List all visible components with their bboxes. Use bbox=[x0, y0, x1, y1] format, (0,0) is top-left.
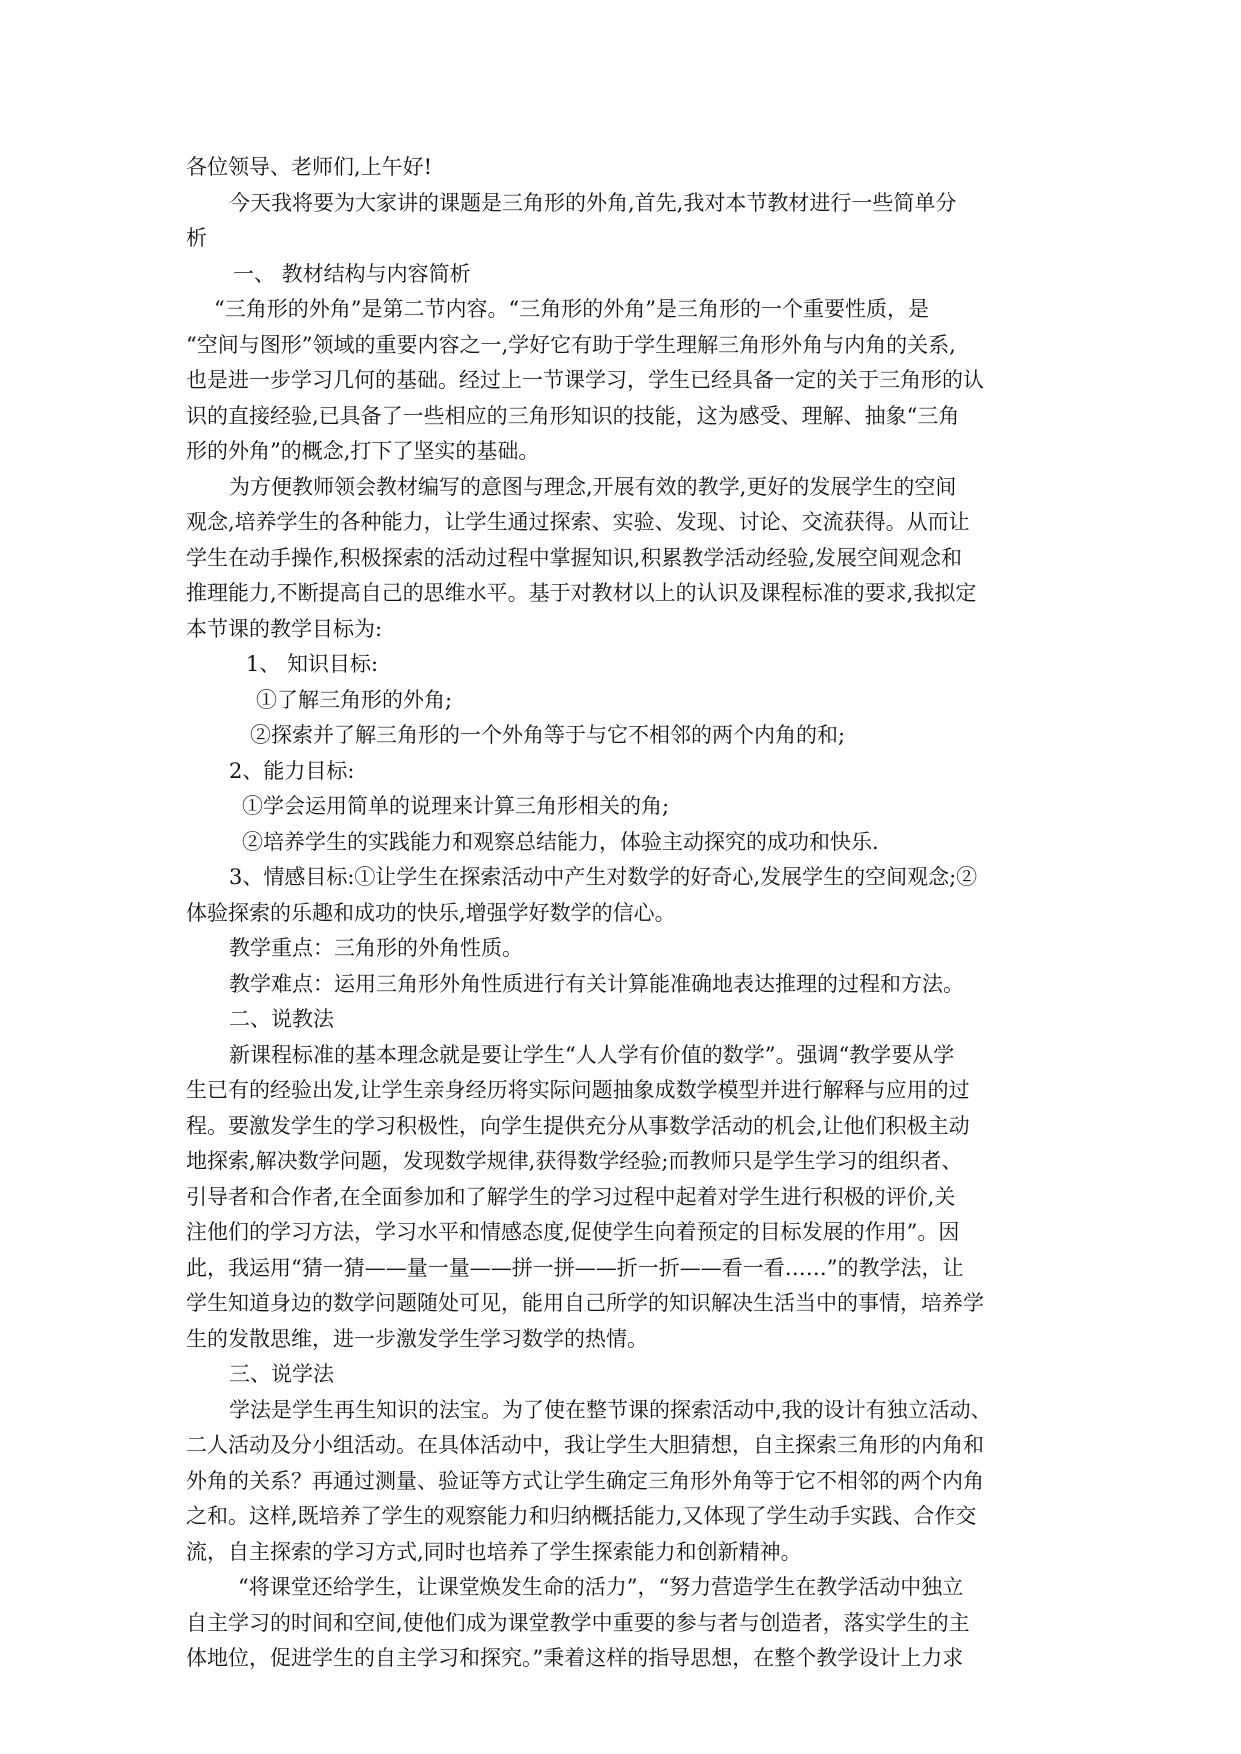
text-line: 程。要激发学生的学习积极性，向学生提供充分从事数学活动的机会,让他们积极主动 bbox=[186, 1113, 970, 1138]
text-line: 三、说学法 bbox=[229, 1362, 334, 1386]
emotion-goal-paragraph bbox=[186, 860, 1086, 931]
text-line: 新课程标准的基本理念就是要让学生“人人学有价值的数学”。强调“教学要从学 bbox=[229, 1042, 955, 1067]
text-line: 析 bbox=[186, 226, 207, 250]
teaching-key-point bbox=[186, 931, 1086, 967]
text-line: 识的直接经验,已具备了一些相应的三角形知识的技能，这为感受、理解、抽象“三角 bbox=[186, 403, 960, 428]
text-line: 观念,培养学生的各种能力，让学生通过探索、实验、发现、讨论、交流获得。从而让 bbox=[186, 510, 970, 534]
text-line: 流，自主探索的学习方式,同时也培养了学生探索能力和创新精神。 bbox=[186, 1539, 802, 1564]
text-line: 1、 知识目标: bbox=[246, 652, 379, 676]
text-line: 地探索,解决数学问题，发现数学规律,获得数学经验;而教师只是学生学习的组织者、 bbox=[186, 1149, 963, 1173]
text-line: ①学会运用简单的说理来计算三角形相关的角; bbox=[242, 794, 670, 818]
text-line: 3、情感目标:①让学生在探索活动中产生对数学的好奇心,发展学生的空间观念;② bbox=[229, 865, 978, 889]
text-line: ①了解三角形的外角; bbox=[256, 687, 453, 712]
text-line: 教学难点：运用三角形外角性质进行有关计算能准确地表达推理的过程和方法。 bbox=[229, 971, 964, 996]
text-line: 之和。这样,既培养了学生的观察能力和归纳概括能力,又体现了学生动手实践、合作交 bbox=[186, 1504, 977, 1528]
text-line: 一、 教材结构与内容简析 bbox=[233, 261, 471, 286]
ability-goal-item-1 bbox=[186, 789, 1086, 825]
text-line: 二人活动及分小组活动。在具体活动中，我让学生大胆猜想，自主探索三角形的内角和 bbox=[186, 1433, 984, 1457]
text-line: 教学重点：三角形的外角性质。 bbox=[229, 936, 523, 960]
text-line: 今天我将要为大家讲的课题是三角形的外角,首先,我对本节教材进行一些简单分 bbox=[229, 190, 957, 215]
teaching-method-paragraph bbox=[186, 1038, 1086, 1358]
intro-paragraph bbox=[186, 186, 1086, 257]
teaching-difficulty bbox=[186, 967, 1086, 1003]
text-line: 学生知道身边的数学问题随处可见，能用自己所学的知识解决生活当中的事情，培养学 bbox=[186, 1291, 984, 1315]
text-line: 2、能力目标: bbox=[229, 758, 355, 783]
ability-goal-heading bbox=[186, 754, 1086, 790]
text-line: 体地位，促进学生的自主学习和探究。”秉着这样的指导思想，在整个教学设计上力求 bbox=[186, 1646, 964, 1670]
knowledge-goal-item-2 bbox=[186, 718, 1086, 754]
text-line: 生的发散思维，进一步激发学生学习数学的热情。 bbox=[186, 1326, 648, 1351]
text-line: ②培养学生的实践能力和观察总结能力，体验主动探究的成功和快乐. bbox=[242, 829, 879, 854]
text-line: “三角形的外角”是第二节内容。“三角形的外角”是三角形的一个重要性质，是 bbox=[214, 297, 929, 321]
text-line: 为方便教师领会教材编写的意图与理念,开展有效的教学,更好的发展学生的空间 bbox=[229, 474, 957, 499]
document-page bbox=[186, 150, 1086, 1677]
text-line: 生已有的经验出发,让学生亲身经历将实际问题抽象成数学模型并进行解释与应用的过 bbox=[186, 1078, 970, 1102]
section-heading-3 bbox=[186, 1357, 1086, 1393]
knowledge-goal-item-1 bbox=[186, 683, 1086, 719]
textbook-analysis-paragraph bbox=[186, 292, 1086, 470]
ability-goal-item-2 bbox=[186, 825, 1086, 861]
section-heading-2 bbox=[186, 1002, 1086, 1038]
text-line: 各位领导、老师们,上午好! bbox=[186, 155, 433, 179]
learning-method-paragraph bbox=[186, 1393, 1086, 1571]
teaching-goals-paragraph bbox=[186, 470, 1086, 648]
text-line: “将课堂还给学生，让课堂焕发生命的活力”，“努力营造学生在教学活动中独立 bbox=[238, 1575, 964, 1599]
text-line: “空间与图形”领域的重要内容之一,学好它有助于学生理解三角形外角与内角的关系, bbox=[186, 332, 956, 357]
text-line: 也是进一步学习几何的基础。经过上一节课学习，学生已经具备一定的关于三角形的认 bbox=[186, 368, 984, 392]
text-line: 本节课的教学目标为: bbox=[186, 616, 383, 641]
text-line: 引导者和合作者,在全面参加和了解学生的学习过程中起着对学生进行积极的评价,关 bbox=[186, 1184, 956, 1209]
text-line: ②探索并了解三角形的一个外角等于与它不相邻的两个内角的和; bbox=[250, 723, 846, 747]
text-line: 自主学习的时间和空间,使他们成为课堂教学中重要的参与者与创造者，落实学生的主 bbox=[186, 1610, 970, 1635]
text-line: 外角的关系？再通过测量、验证等方式让学生确定三角形外角等于它不相邻的两个内角 bbox=[186, 1468, 984, 1493]
guiding-idea-paragraph bbox=[186, 1570, 1086, 1677]
greeting bbox=[186, 150, 1086, 186]
knowledge-goal-heading bbox=[186, 647, 1086, 683]
text-line: 此，我运用“猜一猜——量一量——拼一拼——折一折——看一看……”的教学法，让 bbox=[186, 1255, 964, 1280]
text-line: 学生在动手操作,积极探索的活动过程中掌握知识,积累教学活动经验,发展空间观念和 bbox=[186, 545, 963, 570]
text-line: 注他们的学习方法，学习水平和情感态度,促使学生向着预定的目标发展的作用”。因 bbox=[186, 1220, 960, 1244]
text-line: 二、说教法 bbox=[229, 1007, 334, 1031]
section-heading-1 bbox=[186, 257, 1086, 293]
text-line: 学法是学生再生知识的法宝。为了使在整节课的探索活动中,我的设计有独立活动、 bbox=[229, 1397, 992, 1422]
text-line: 推理能力,不断提高自己的思维水平。基于对教材以上的认识及课程标准的要求,我拟定 bbox=[186, 581, 977, 605]
text-line: 体验探索的乐趣和成功的快乐,增强学好数学的信心。 bbox=[186, 900, 676, 925]
text-line: 形的外角”的概念,打下了坚实的基础。 bbox=[186, 439, 540, 463]
